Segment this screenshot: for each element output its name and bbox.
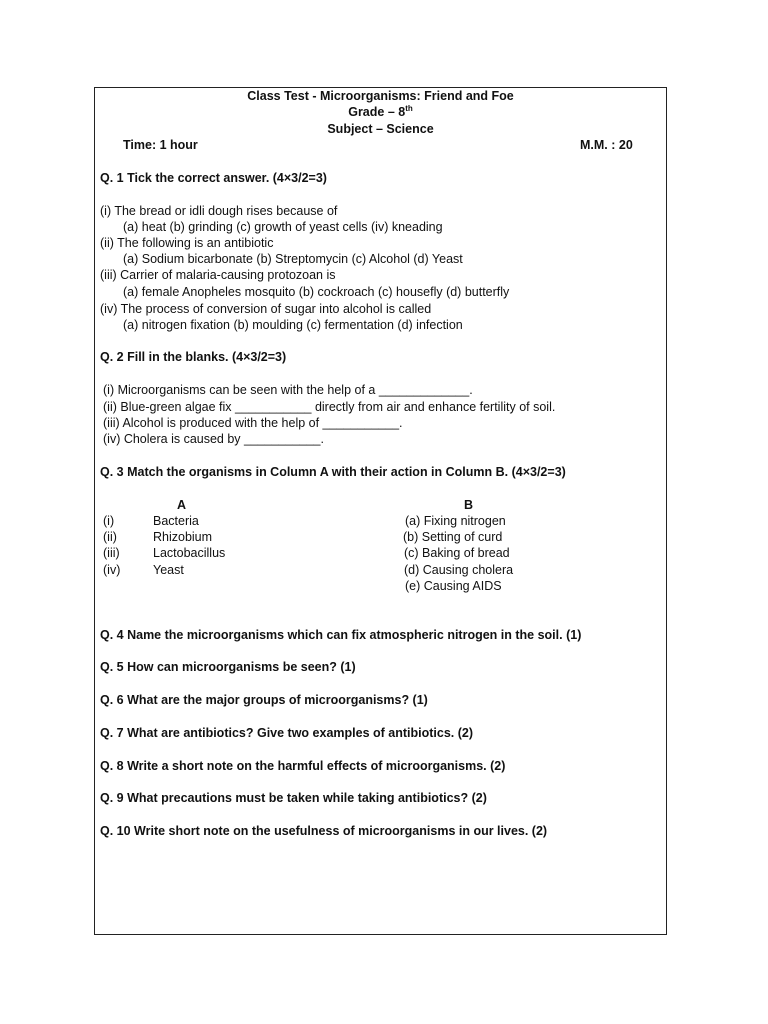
question-7: Q. 7 What are antibiotics? Give two examples of antibiotics. (2) xyxy=(100,726,473,740)
column-a-number: (ii) xyxy=(103,530,117,544)
q1-item: (i) The bread or idli dough rises because of xyxy=(100,204,338,218)
q2-blank-line: (ii) Blue-green algae fix ___________ directly from air and enhance fertility of soil. xyxy=(103,400,556,414)
grade-text: Grade – 8 xyxy=(348,105,406,119)
grade-superscript: th xyxy=(405,103,413,113)
time-allowed: Time: 1 hour xyxy=(123,138,198,152)
question-9: Q. 9 What precautions must be taken while taking antibiotics? (2) xyxy=(100,791,487,805)
max-marks: M.M. : 20 xyxy=(580,138,633,152)
q2-blank-line: (iv) Cholera is caused by ___________. xyxy=(103,432,324,446)
q1-options: (a) female Anopheles mosquito (b) cockroach (c) housefly (d) butterfly xyxy=(123,285,510,299)
question-4: Q. 4 Name the microorganisms which can fix atmospheric nitrogen in the soil. (1) xyxy=(100,628,582,642)
column-a-number: (iii) xyxy=(103,546,120,560)
question-8: Q. 8 Write a short note on the harmful effects of microorganisms. (2) xyxy=(100,759,506,773)
q3-heading: Q. 3 Match the organisms in Column A with their action in Column B. (4×3/2=3) xyxy=(100,465,566,479)
question-5: Q. 5 How can microorganisms be seen? (1) xyxy=(100,660,356,674)
q2-blank-line: (i) Microorganisms can be seen with the help of a _____________. xyxy=(103,383,473,397)
grade-line xyxy=(94,104,667,120)
column-a-organism: Lactobacillus xyxy=(153,546,226,560)
q2-blank-line: (iii) Alcohol is produced with the help of ___________. xyxy=(103,416,403,430)
q1-heading: Q. 1 Tick the correct answer. (4×3/2=3) xyxy=(100,171,327,185)
column-b-action: (c) Baking of bread xyxy=(404,546,510,560)
column-b-action: (e) Causing AIDS xyxy=(405,579,502,593)
q1-item: (iii) Carrier of malaria-causing protozoan is xyxy=(100,268,336,282)
column-a-number: (i) xyxy=(103,514,115,528)
column-b-action: (a) Fixing nitrogen xyxy=(405,514,506,528)
question-10: Q. 10 Write short note on the usefulness of microorganisms in our lives. (2) xyxy=(100,824,548,838)
column-b-action: (d) Causing cholera xyxy=(404,563,514,577)
column-a-organism: Rhizobium xyxy=(153,530,213,544)
column-b-header: B xyxy=(464,498,474,512)
question-6: Q. 6 What are the major groups of microorganisms? (1) xyxy=(100,693,428,707)
subject-line: Subject – Science xyxy=(327,122,434,136)
q1-item: (ii) The following is an antibiotic xyxy=(100,236,274,250)
column-b-action: (b) Setting of curd xyxy=(403,530,503,544)
column-a-header: A xyxy=(177,498,187,512)
q1-options: (a) Sodium bicarbonate (b) Streptomycin (c) Alcohol (d) Yeast xyxy=(123,252,463,266)
test-title: Class Test - Microorganisms: Friend and Foe xyxy=(247,89,514,103)
q1-item: (iv) The process of conversion of sugar into alcohol is called xyxy=(100,302,432,316)
column-a-number: (iv) xyxy=(103,563,121,577)
column-a-organism: Yeast xyxy=(153,563,184,577)
q1-options: (a) nitrogen fixation (b) moulding (c) fermentation (d) infection xyxy=(123,318,463,332)
q1-options: (a) heat (b) grinding (c) growth of yeast cells (iv) kneading xyxy=(123,220,443,234)
q2-heading: Q. 2 Fill in the blanks. (4×3/2=3) xyxy=(100,350,287,364)
column-a-organism: Bacteria xyxy=(153,514,199,528)
